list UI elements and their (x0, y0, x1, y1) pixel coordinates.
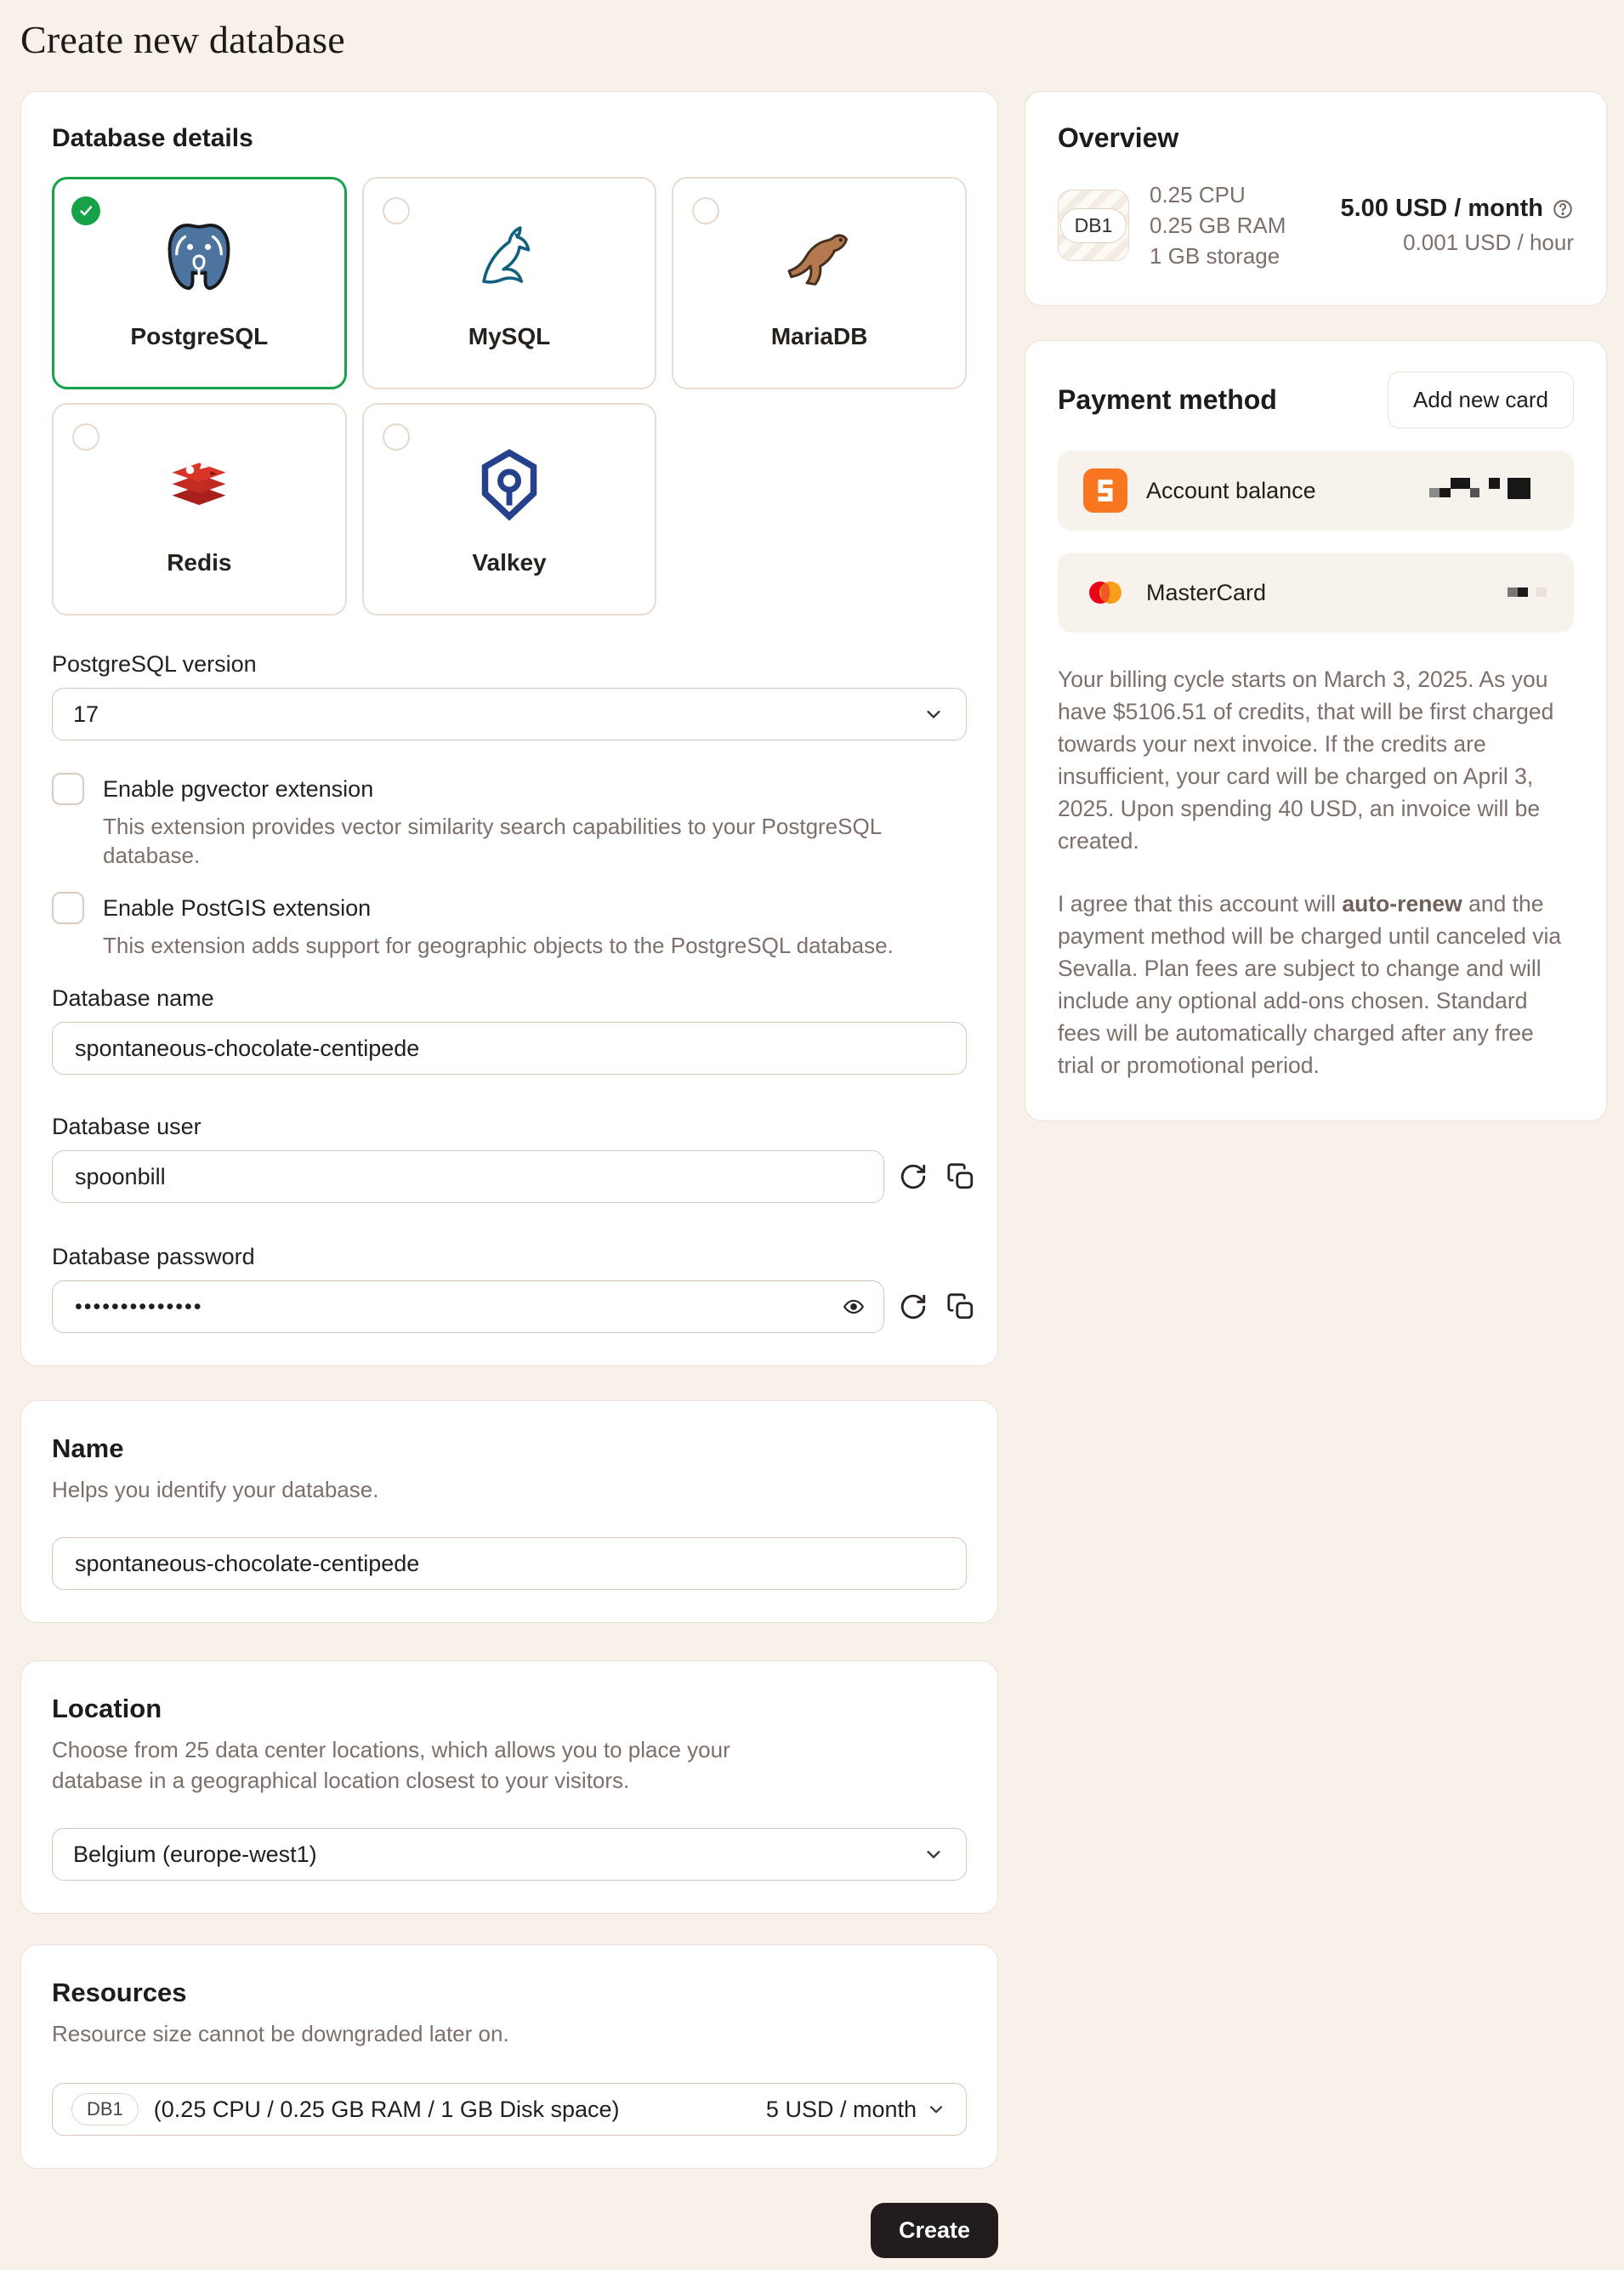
pgvector-description: This extension provides vector similarity search capabilities to your PostgreSQL database. (103, 814, 882, 868)
check-circle-icon (71, 196, 100, 225)
postgresql-icon (158, 216, 240, 301)
redacted-balance-amount (1429, 478, 1548, 503)
payment-method-label: MasterCard (1146, 579, 1267, 605)
engine-card-mysql[interactable] (362, 177, 657, 389)
engine-label: MariaDB (770, 323, 868, 349)
postgis-description: This extension adds support for geographic objects to the PostgreSQL database. (103, 933, 894, 958)
help-icon[interactable] (1552, 198, 1574, 220)
plan-price: 5 USD / month (765, 2096, 917, 2122)
location-select[interactable] (52, 1828, 967, 1881)
engine-card-postgresql[interactable] (52, 177, 347, 389)
create-button[interactable]: Create (871, 2203, 998, 2258)
engine-card-valkey[interactable] (362, 403, 657, 616)
name-description: Helps you identify your database. (52, 1477, 379, 1502)
postgis-label: Enable PostGIS extension (103, 894, 372, 921)
chevron-down-icon (922, 702, 945, 726)
sevalla-logo-icon (1083, 468, 1127, 513)
version-label: PostgreSQL version (52, 651, 257, 677)
database-user-input[interactable] (52, 1150, 884, 1203)
resources-description: Resource size cannot be downgraded later on. (52, 2021, 509, 2046)
payment-method-card (1025, 340, 1607, 1121)
database-details-heading: Database details (52, 124, 253, 152)
radio-circle-icon (72, 423, 99, 451)
regenerate-user-icon[interactable] (894, 1158, 932, 1195)
payment-heading: Payment method (1058, 384, 1277, 415)
copy-user-icon[interactable] (942, 1158, 980, 1195)
overview-card (1025, 91, 1607, 306)
spec-cpu: 0.25 CPU (1150, 182, 1246, 207)
name-heading: Name (52, 1433, 124, 1463)
version-value: 17 (73, 701, 99, 727)
location-description: Choose from 25 data center locations, which allows you to place your database in a geographical location closest to your visitors. (52, 1737, 730, 1793)
pgvector-label: Enable pgvector extension (103, 775, 374, 802)
price-per-month: 5.00 USD / month (1340, 195, 1543, 222)
engine-card-mariadb[interactable] (672, 177, 967, 389)
mariadb-icon (779, 216, 860, 301)
payment-method-label: Account balance (1146, 477, 1316, 503)
chevron-down-icon (922, 1842, 945, 1866)
database-password-label: Database password (52, 1244, 255, 1269)
database-details-card (20, 91, 998, 1366)
overview-heading: Overview (1058, 122, 1179, 153)
db-badge-label: DB1 (1060, 208, 1127, 243)
regenerate-password-icon[interactable] (894, 1288, 932, 1325)
database-password-input[interactable] (52, 1280, 884, 1333)
engine-label: Redis (167, 549, 232, 576)
redis-icon (158, 442, 240, 527)
display-name-input[interactable] (52, 1537, 967, 1590)
chevron-down-icon (925, 2098, 947, 2120)
spec-storage: 1 GB storage (1150, 243, 1280, 269)
mysql-icon (468, 216, 550, 301)
version-select[interactable] (52, 688, 967, 741)
pgvector-checkbox[interactable] (52, 773, 84, 805)
add-new-card-button[interactable]: Add new card (1388, 372, 1574, 428)
spec-ram: 0.25 GB RAM (1150, 213, 1286, 238)
page-title: Create new database (20, 18, 345, 61)
radio-circle-icon (383, 423, 410, 451)
name-card (20, 1400, 998, 1623)
resources-heading: Resources (52, 1978, 187, 2007)
location-value: Belgium (europe-west1) (73, 1841, 317, 1867)
database-user-label: Database user (52, 1114, 202, 1139)
engine-card-redis[interactable] (52, 403, 347, 616)
database-name-label: Database name (52, 985, 214, 1011)
plan-badge: DB1 (71, 2093, 139, 2125)
copy-password-icon[interactable] (942, 1288, 980, 1325)
location-card (20, 1660, 998, 1914)
billing-note-1: Your billing cycle starts on March 3, 2025. As you have $5106.51 of credits, that will be first charged towards your next invoice. If the credits are insufficient, your card will be charged on April 3, 2025. Upon spending 40 USD, an invoice will be created. (1058, 667, 1554, 854)
mastercard-icon (1083, 570, 1127, 615)
billing-note-2: I agree that this account will auto-renew and the payment method will be charged until canceled via Sevalla. Plan fees are subject to change and will include any optional add-ons chosen. Standard fees will be automatically charged after any free trial or promotional period. (1058, 891, 1562, 1078)
billing-notes (1058, 663, 1574, 1081)
resource-size-select[interactable] (52, 2083, 967, 2136)
resources-card (20, 1944, 998, 2169)
radio-circle-icon (383, 197, 410, 224)
valkey-icon (468, 442, 550, 527)
engine-label: PostgreSQL (130, 323, 269, 349)
price-per-hour: 0.001 USD / hour (1403, 230, 1574, 255)
payment-method-mastercard[interactable] (1058, 553, 1574, 633)
location-heading: Location (52, 1694, 162, 1723)
engine-label: Valkey (472, 549, 547, 576)
payment-method-account-balance[interactable] (1058, 451, 1574, 531)
plan-specs: (0.25 CPU / 0.25 GB RAM / 1 GB Disk space) (153, 2096, 620, 2122)
database-name-input[interactable] (52, 1022, 967, 1075)
postgis-checkbox[interactable] (52, 892, 84, 924)
redacted-card-number (1508, 587, 1548, 598)
db-plan-badge (1058, 190, 1129, 261)
engine-label: MySQL (468, 323, 551, 349)
radio-circle-icon (692, 197, 719, 224)
show-password-eye-icon[interactable] (837, 1290, 871, 1324)
engine-grid (52, 177, 967, 616)
